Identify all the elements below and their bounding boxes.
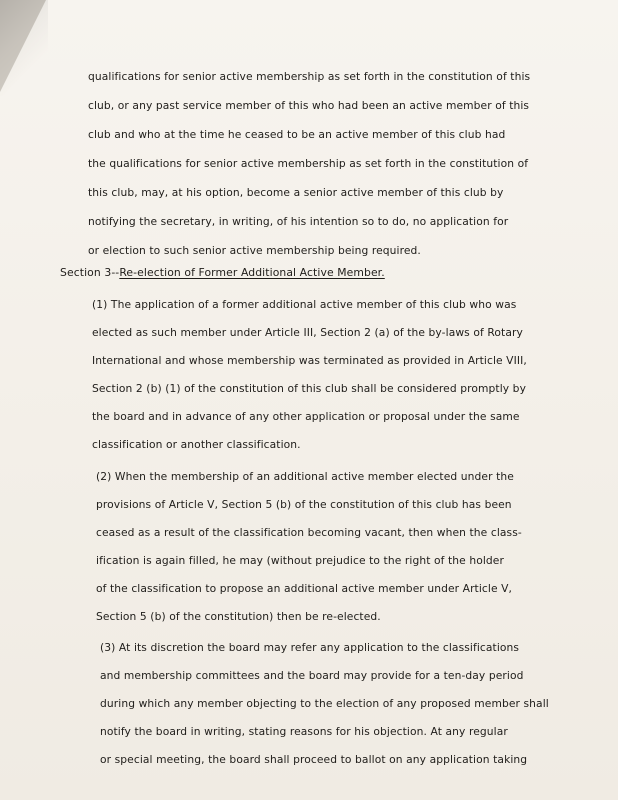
- document-line: club, or any past service member of this who had been an active member of this: [88, 99, 530, 112]
- section-heading: [60, 268, 385, 279]
- document-line: and membership committees and the board may provide for a ten-day period: [100, 669, 524, 682]
- section-heading-title: Re-election of Former Additional Active Member.: [119, 266, 385, 279]
- document-line: Section 5 (b) of the constitution) then be re-elected.: [96, 610, 381, 623]
- document-line: notify the board in writing, stating reasons for his objection. At any regular: [100, 725, 508, 738]
- document-line: this club, may, at his option, become a senior active member of this club by: [88, 186, 504, 199]
- document-line: provisions of Article V, Section 5 (b) of the constitution of this club has been: [96, 498, 512, 511]
- document-line: the board and in advance of any other application or proposal under the same: [92, 410, 520, 423]
- document-line: (2) When the membership of an additional active member elected under the: [96, 470, 514, 483]
- document-line: or election to such senior active membership being required.: [88, 244, 421, 257]
- document-line: club and who at the time he ceased to be an active member of this club had: [88, 128, 506, 141]
- document-line: Section 2 (b) (1) of the constitution of this club shall be considered promptly by: [92, 382, 526, 395]
- document-line: elected as such member under Article III, Section 2 (a) of the by-laws of Rotary: [92, 326, 523, 339]
- document-line: ification is again filled, he may (without prejudice to the right of the holder: [96, 554, 504, 567]
- document-line: the qualifications for senior active membership as set forth in the constitution of: [88, 157, 529, 170]
- document-line: (1) The application of a former additional active member of this club who was: [92, 298, 517, 311]
- document-line: or special meeting, the board shall proceed to ballot on any application taking: [100, 753, 528, 766]
- document-line: notifying the secretary, in writing, of his intention so to do, no application for: [88, 215, 509, 228]
- document-line: (3) At its discretion the board may refer any application to the classifications: [100, 641, 520, 654]
- document-line: qualifications for senior active membership as set forth in the constitution of this: [88, 70, 531, 83]
- document-line: International and whose membership was terminated as provided in Article VIII,: [92, 354, 527, 367]
- document-line: of the classification to propose an additional active member under Article V,: [96, 582, 513, 595]
- document-line: ceased as a result of the classification becoming vacant, then when the class-: [96, 526, 522, 539]
- document-line: during which any member objecting to the election of any proposed member shall: [100, 697, 549, 710]
- section-heading-label: Section 3--: [60, 266, 120, 279]
- document-line: classification or another classification.: [92, 438, 301, 451]
